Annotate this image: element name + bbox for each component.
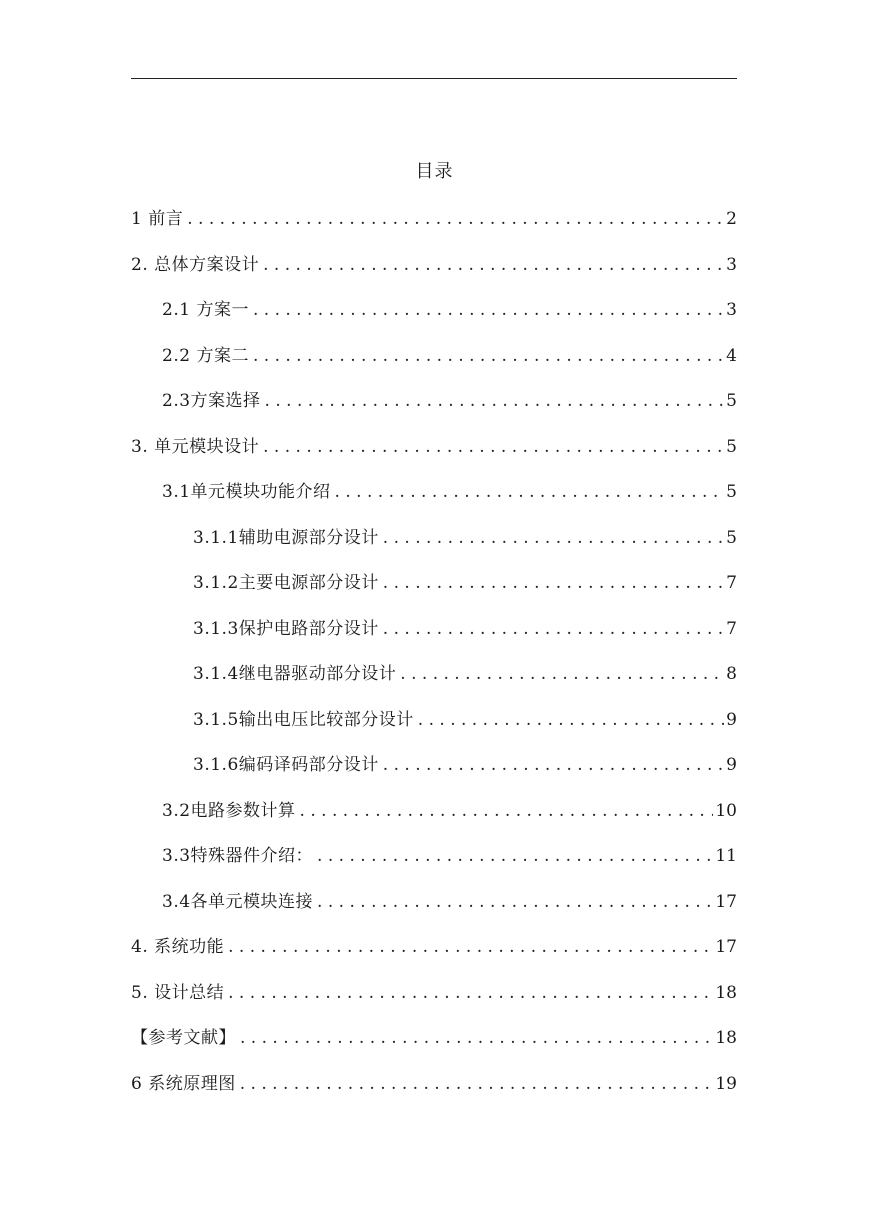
toc-entry[interactable] [131, 342, 737, 388]
toc-entry-page-number: 7 [726, 618, 737, 639]
toc-entry-title: 2.3方案选择 [162, 391, 261, 411]
toc-entry[interactable] [131, 888, 737, 934]
toc-entry[interactable] [131, 433, 737, 479]
dot-leader [253, 296, 724, 324]
dot-leader [383, 615, 724, 643]
toc-entry-title: 2. 总体方案设计 [131, 254, 260, 275]
toc-entry-page-number: 17 [715, 891, 737, 912]
header-rule [131, 78, 737, 79]
dot-leader [383, 524, 724, 552]
toc-entry-title: 2.2 方案二 [162, 345, 249, 366]
toc-entry-title: 3.1.3保护电路部分设计 [193, 618, 379, 639]
dot-leader [265, 387, 725, 415]
toc-entry[interactable] [131, 251, 737, 297]
dot-leader [418, 706, 724, 734]
dot-leader [228, 979, 713, 1007]
toc-entry[interactable] [131, 933, 737, 979]
dot-leader [383, 751, 724, 779]
toc-entry[interactable] [131, 751, 737, 797]
toc-entry[interactable] [131, 979, 737, 1025]
dot-leader [187, 205, 724, 233]
toc-entry[interactable] [131, 1024, 737, 1070]
dot-leader [253, 342, 724, 370]
dot-leader [317, 842, 713, 870]
toc-entry-title: 3.1.5输出电压比较部分设计 [193, 709, 414, 730]
dot-leader [300, 797, 714, 825]
toc-entry[interactable] [131, 478, 737, 524]
toc-entry-title: 4. 系统功能 [131, 937, 225, 957]
dot-leader [383, 569, 724, 597]
toc-entry-title: 3.2电路参数计算 [162, 800, 296, 821]
toc-entry-page-number: 5 [726, 436, 737, 457]
toc-entry-title: 3.3特殊器件介绍： [162, 846, 314, 866]
dot-leader [317, 888, 713, 916]
toc-entry[interactable] [131, 842, 737, 888]
toc-entry-page-number: 9 [726, 755, 737, 775]
toc-entry[interactable] [131, 524, 737, 570]
toc-entry-title: 3.1.4继电器驱动部分设计 [193, 664, 397, 684]
toc-entry-title: 1 前言 [131, 209, 184, 229]
dot-leader [400, 660, 724, 688]
dot-leader [240, 1070, 714, 1098]
toc-entry-page-number: 3 [726, 254, 737, 275]
toc-entry[interactable] [131, 615, 737, 661]
toc-entry[interactable] [131, 296, 737, 342]
toc-entry-title: 3.4各单元模块连接 [162, 891, 314, 912]
table-of-contents [131, 205, 737, 1115]
dot-leader [335, 478, 725, 506]
toc-entry[interactable] [131, 205, 737, 251]
toc-entry-page-number: 19 [715, 1073, 737, 1094]
toc-entry-title: 3.1.1辅助电源部分设计 [193, 527, 379, 548]
toc-entry-title: 3.1.6编码译码部分设计 [193, 755, 379, 775]
dot-leader [263, 251, 724, 279]
toc-entry-title: 3.1.2主要电源部分设计 [193, 573, 379, 593]
toc-entry-page-number: 7 [726, 573, 737, 593]
toc-entry-page-number: 5 [726, 482, 737, 502]
toc-entry-title: 6 系统原理图 [131, 1073, 236, 1094]
toc-entry[interactable] [131, 797, 737, 843]
toc-entry[interactable] [131, 1070, 737, 1116]
toc-entry-page-number: 18 [715, 982, 737, 1003]
toc-entry-title: 2.1 方案一 [162, 300, 249, 320]
toc-entry-page-number: 10 [715, 800, 737, 821]
toc-entry-page-number: 2 [726, 209, 737, 229]
dot-leader [228, 933, 713, 961]
toc-entry-page-number: 4 [726, 345, 737, 366]
toc-title: 目录 [415, 161, 454, 182]
toc-entry[interactable] [131, 706, 737, 752]
toc-entry-page-number: 11 [715, 846, 737, 866]
dot-leader [240, 1024, 713, 1052]
toc-entry[interactable] [131, 660, 737, 706]
toc-entry-page-number: 17 [715, 937, 737, 957]
toc-entry-title: 3.1单元模块功能介绍 [162, 482, 331, 502]
dot-leader [263, 433, 724, 461]
toc-entry-page-number: 5 [726, 391, 737, 411]
toc-entry[interactable] [131, 387, 737, 433]
toc-entry-page-number: 5 [726, 527, 737, 548]
toc-entry-title: 3. 单元模块设计 [131, 436, 260, 457]
toc-entry-title: 【参考文献】 [131, 1028, 236, 1048]
toc-entry[interactable] [131, 569, 737, 615]
toc-entry-page-number: 9 [726, 709, 737, 730]
toc-entry-page-number: 8 [726, 664, 737, 684]
toc-entry-title: 5. 设计总结 [131, 982, 225, 1003]
toc-entry-page-number: 3 [726, 300, 737, 320]
toc-entry-page-number: 18 [715, 1028, 737, 1048]
